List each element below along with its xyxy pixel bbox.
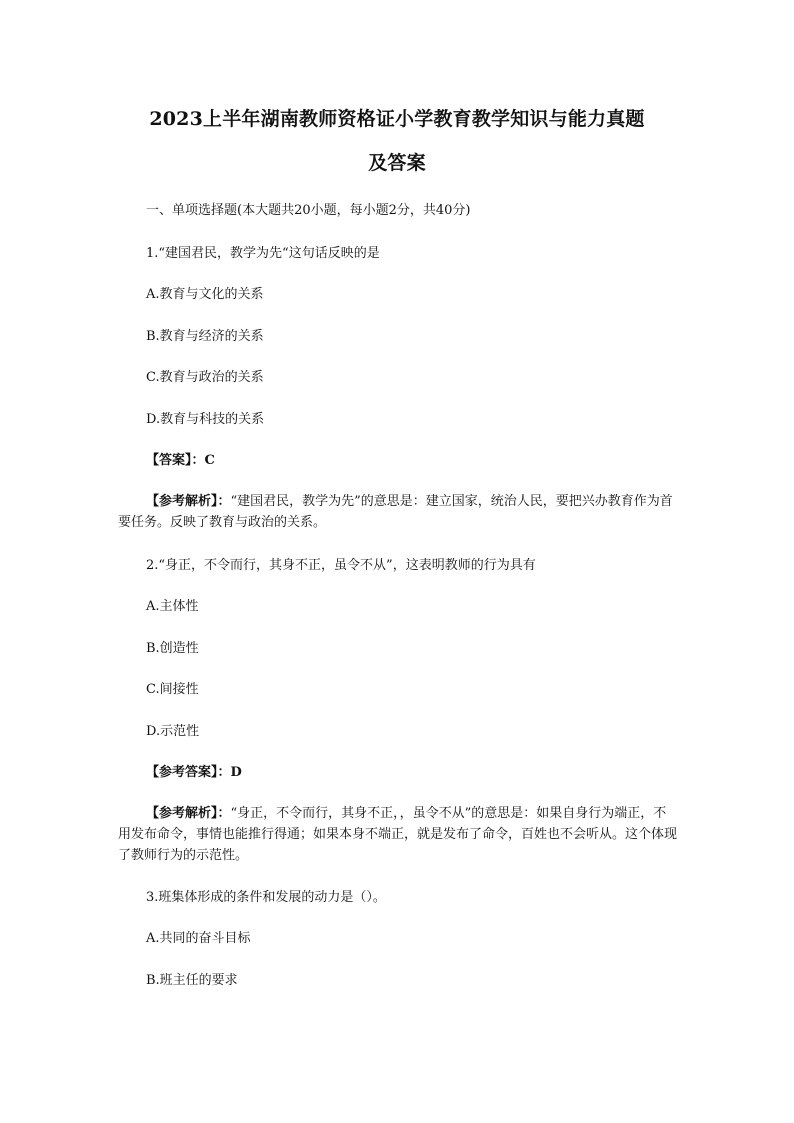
- question-2-analysis-text: “身正，不令而行，其身不正，，虽令不从”的意思是：如果自身行为端正，不用发布命令，事情也能推行得通；如果本身不端正，就是发布了命令，百姓也不会听从。这个体现了教师行为的示范性。: [118, 806, 678, 863]
- document-title-line2: 及答案: [368, 152, 426, 174]
- question-2-option-a: A.主体性: [146, 599, 199, 614]
- question-1-analysis-text: “建国君民，教学为先”的意思是：建立国家，统治人民，要把兴办教育作为首要任务。反映了教育与政治的关系。: [118, 494, 673, 530]
- question-3-option-b: B.班主任的要求: [146, 973, 238, 988]
- question-3-stem: 3.班集体形成的条件和发展的动力是（）。: [146, 890, 386, 905]
- question-1-analysis-tag: 【参考解析】：: [146, 494, 231, 509]
- question-2-option-d: D.示范性: [146, 724, 200, 739]
- question-2-stem: 2.“身正，不令而行，其身不正，虽令不从”，这表明教师的行为具有: [146, 558, 536, 573]
- question-2-analysis-tag: 【参考解析】：: [146, 806, 231, 821]
- question-1-option-b: B.教育与经济的关系: [146, 329, 264, 344]
- question-2-option-b: B.创造性: [146, 641, 199, 656]
- question-1-analysis: [118, 491, 678, 533]
- question-1-answer: 【答案】：C: [146, 453, 215, 468]
- question-1-option-c: C.教育与政治的关系: [146, 370, 264, 385]
- section-heading: 一、单项选择题(本大题共20小题，每小题2分，共40分): [146, 203, 471, 218]
- question-1-option-a: A.教育与文化的关系: [146, 287, 264, 302]
- question-1-option-d: D.教育与科技的关系: [146, 412, 265, 427]
- question-3-option-a: A.共同的奋斗目标: [146, 931, 251, 946]
- question-2-analysis: [118, 803, 678, 866]
- question-1-stem: 1.“建国君民，教学为先“这句话反映的是: [146, 246, 380, 261]
- question-2-option-c: C.间接性: [146, 682, 199, 697]
- question-2-answer: 【参考答案】：D: [146, 765, 242, 780]
- document-title-line1: 2023上半年湖南教师资格证小学教育教学知识与能力真题: [149, 108, 645, 130]
